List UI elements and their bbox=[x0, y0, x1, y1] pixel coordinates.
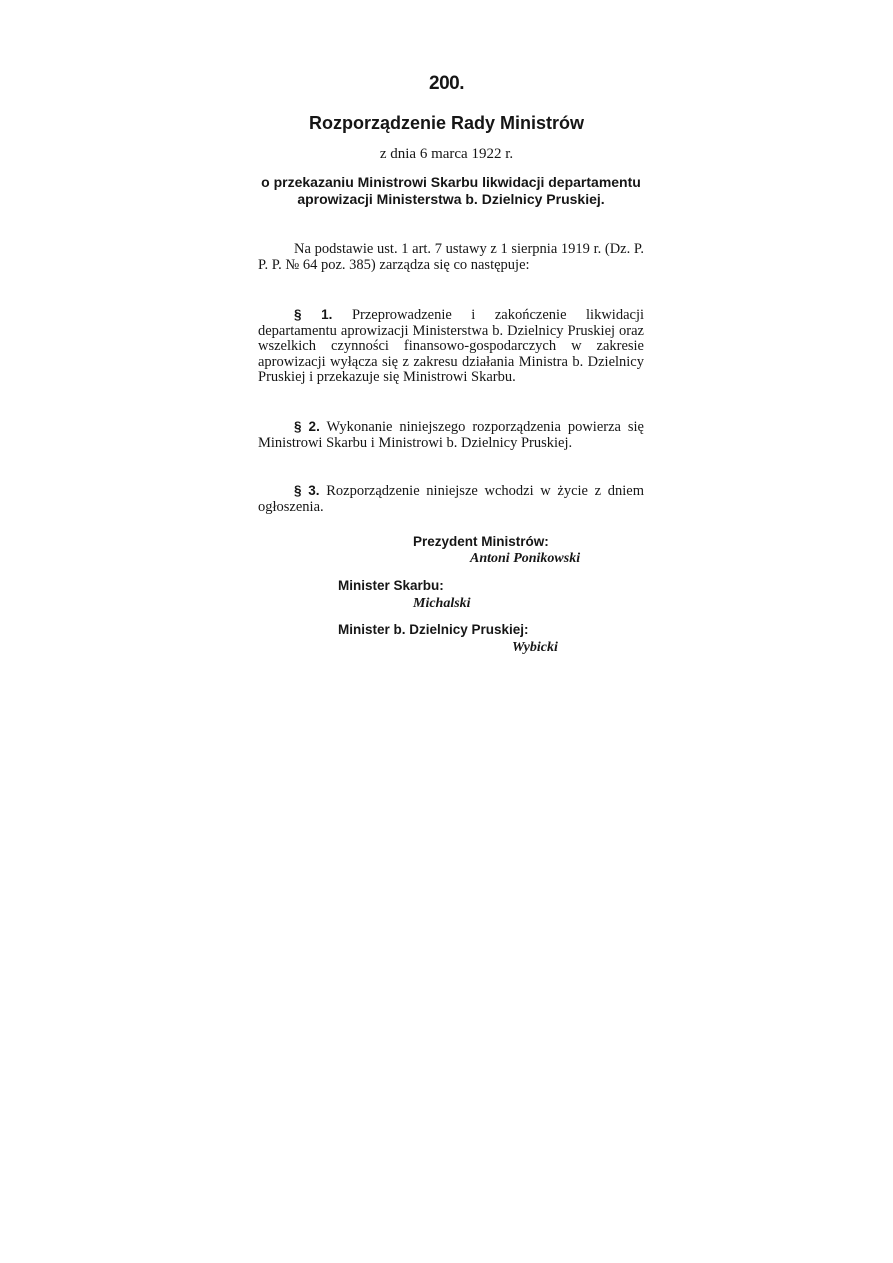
section-2-text: Wykonanie niniejszego rozporządzenia powierza się Ministrowi Skarbu i Ministrowi b. Dzielnicy Pruskiej. bbox=[258, 419, 644, 451]
section-2-mark: § 2. bbox=[294, 419, 320, 434]
document-date: z dnia 6 marca 1922 r. bbox=[379, 146, 514, 162]
section-3-text: Rozporządzenie niniejsze wchodzi w życie z dniem ogłoszenia. bbox=[258, 483, 644, 515]
signature-name-prime-minister: Antoni Ponikowski bbox=[470, 551, 581, 566]
section-3-mark: § 3. bbox=[294, 483, 320, 498]
signature-name-prussian-district: Wybicki bbox=[512, 640, 558, 655]
section-1-text: Przeprowadzenie i zakończenie likwidacji departamentu aprowizacji Ministerstwa b. Dzielnicy Pruskiej oraz wszelkich czynności finansowo-gospodarczych w zakresie aprowizacji wyłącza się z zakresu działania Ministra b. Dzielnicy Pruskiej i przekazuje się Ministrowi Skarbu. bbox=[258, 307, 645, 385]
page-number: 200. bbox=[429, 73, 464, 94]
section-1 bbox=[258, 307, 644, 386]
signature-role-prussian-district: Minister b. Dzielnicy Pruskiej: bbox=[338, 622, 529, 637]
intro-text: Na podstawie ust. 1 art. 7 ustawy z 1 sierpnia 1919 r. (Dz. P. P. P. № 64 poz. 385) zarządza się co następuje: bbox=[258, 241, 644, 273]
document-subject: o przekazaniu Ministrowi Skarbu likwidacji departamentu aprowizacji Ministerstwa b. Dzielnicy Pruskiej. bbox=[261, 174, 641, 207]
signature-role-prime-minister: Prezydent Ministrów: bbox=[413, 534, 549, 549]
signature-role-treasury: Minister Skarbu: bbox=[338, 578, 444, 593]
section-1-mark: § 1. bbox=[294, 307, 333, 322]
intro-paragraph bbox=[258, 242, 644, 273]
section-2 bbox=[258, 419, 644, 451]
signature-name-treasury: Michalski bbox=[413, 596, 471, 611]
document-title: Rozporządzenie Rady Ministrów bbox=[308, 113, 585, 133]
section-3 bbox=[258, 483, 644, 515]
